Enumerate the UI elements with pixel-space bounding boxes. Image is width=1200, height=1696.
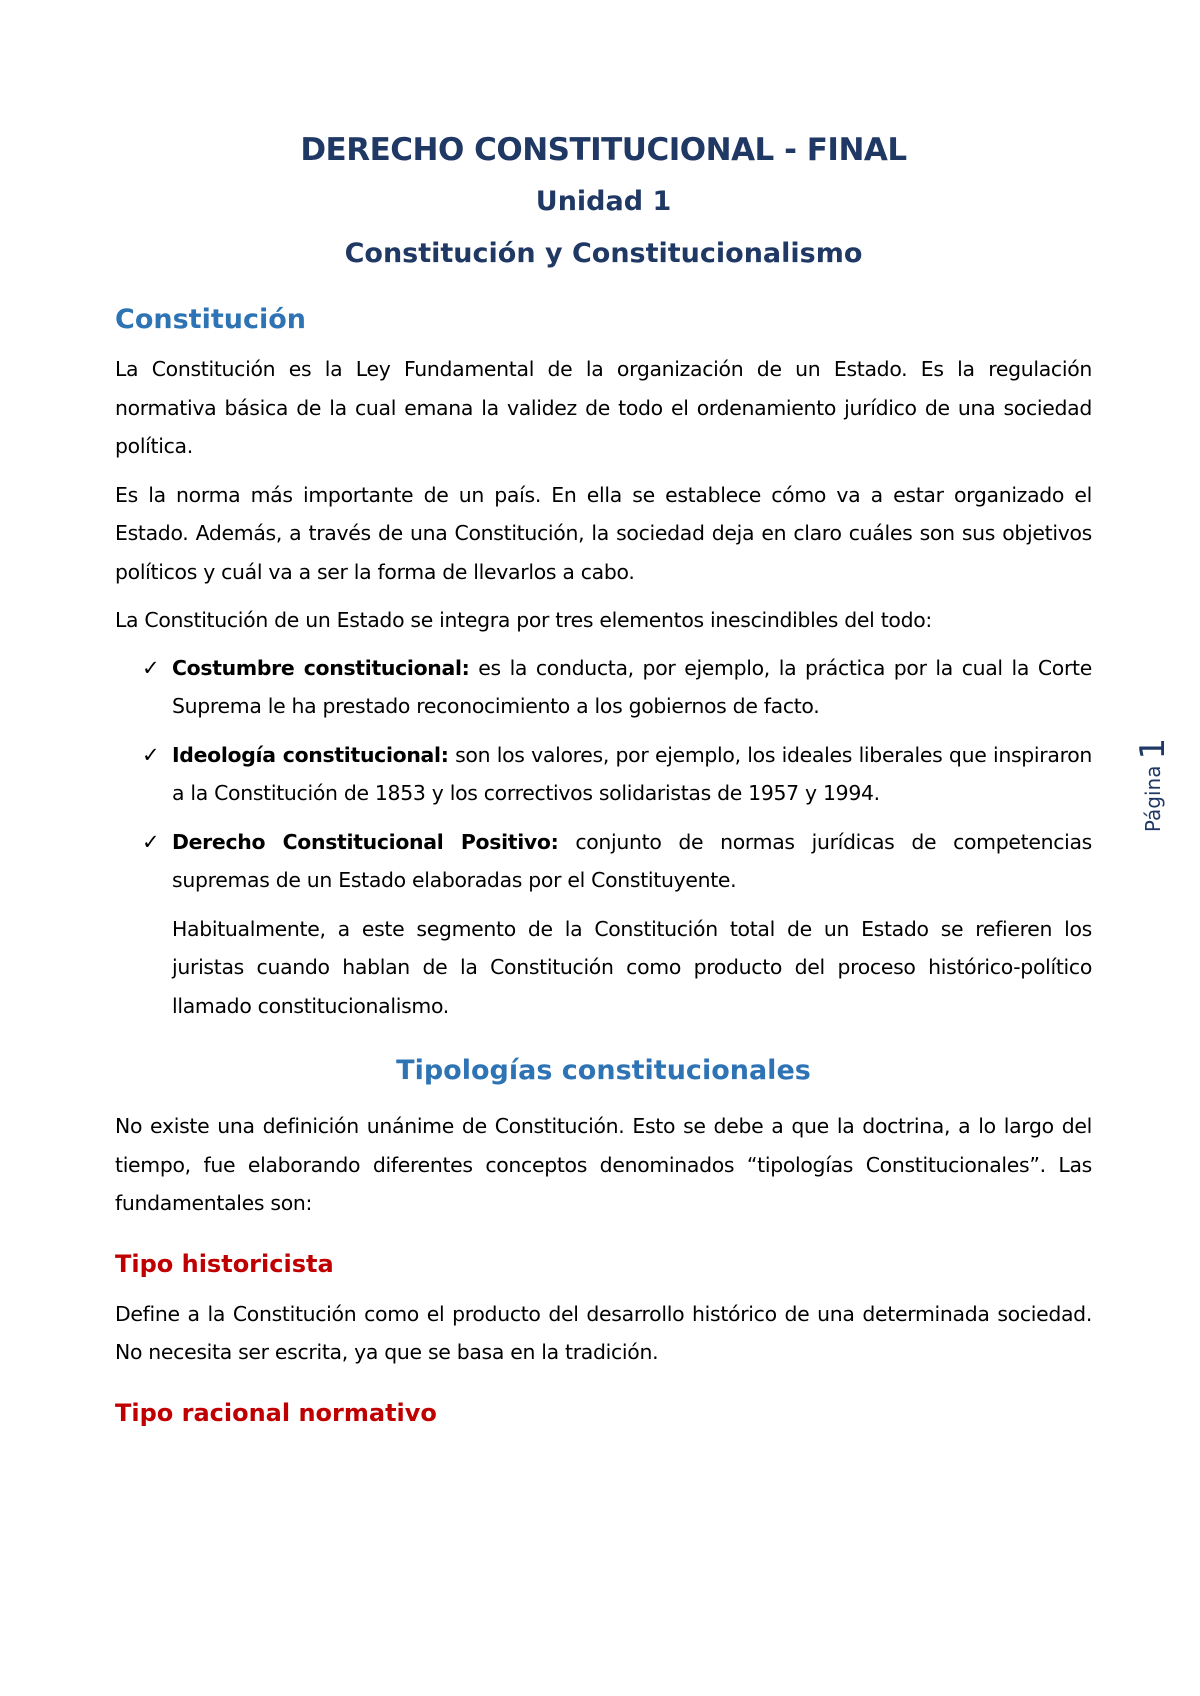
list-item-derecho-positivo [115, 823, 1092, 900]
list-item-term: Derecho Constitucional Positivo: [172, 829, 559, 854]
list-item-text: son los valores, por ejemplo, los ideales liberales que inspiraron a la Constitución de 1853 y los correctivos solidaristas de 1957 y 1994. [172, 742, 1092, 805]
section-heading-historicista: Tipo historicista [115, 1249, 334, 1278]
paragraph-importance: Es la norma más importante de un país. En ella se establece cómo va a estar organizado el Estado. Además, a través de una Constitución, la sociedad deja en claro cuáles son sus objetivos políticos y cuál va a ser la forma de llevarlos a cabo. [115, 482, 1092, 584]
section-heading-racional-normativo: Tipo racional normativo [115, 1398, 437, 1427]
page-number-footer [1133, 730, 1173, 840]
paragraph-historicista: Define a la Constitución como el producto del desarrollo histórico de una determinada sociedad. No necesita ser escrita, ya que se basa en la tradición. [115, 1301, 1092, 1364]
paragraph-definition: La Constitución es la Ley Fundamental de la organización de un Estado. Es la regulación normativa básica de la cual emana la validez de todo el ordenamiento jurídico de una sociedad política. [115, 357, 1092, 458]
list-item-costumbre [115, 649, 1092, 726]
list-item-ideologia [115, 736, 1092, 813]
unit-heading: Unidad 1 [535, 186, 672, 217]
section-heading-constitucion: Constitución [115, 304, 306, 335]
checkmark-icon: ✓ [142, 742, 160, 767]
list-item-term: Costumbre constitucional: [172, 655, 470, 680]
paragraph-tipologias: No existe una definición unánime de Constitución. Esto se debe a que la doctrina, a lo largo del tiempo, fue elaborando diferentes conceptos denominados “tipologías Constitucionales”. Las fundamentales son: [115, 1114, 1092, 1215]
section-heading-tipologias: Tipologías constitucionales [396, 1055, 811, 1086]
elements-list [115, 649, 1092, 900]
checkmark-icon: ✓ [142, 655, 160, 680]
paragraph-elements-intro: La Constitución de un Estado se integra por tres elementos inescindibles del todo: [115, 608, 932, 632]
list-item-term: Ideología constitucional: [172, 742, 449, 767]
document-title: DERECHO CONSTITUCIONAL - FINAL [300, 132, 907, 168]
unit-subtitle: Constitución y Constitucionalismo [344, 238, 863, 269]
page-label: Página [1141, 765, 1165, 833]
page-number: 1 [1133, 737, 1173, 760]
page-content [115, 130, 1092, 1430]
paragraph-habitualmente: Habitualmente, a este segmento de la Constitución total de un Estado se refieren los juristas cuando hablan de la Constitución como producto del proceso histórico-político llamado constitucionalismo. [172, 916, 1092, 1018]
list-item-text: es la conducta, por ejemplo, la práctica por la cual la Corte Suprema le ha prestado reconocimiento a los gobiernos de facto. [172, 655, 1092, 718]
checkmark-icon: ✓ [142, 829, 160, 854]
list-item-text: conjunto de normas jurídicas de competencias supremas de un Estado elaboradas por el Constituyente. [172, 829, 1092, 892]
